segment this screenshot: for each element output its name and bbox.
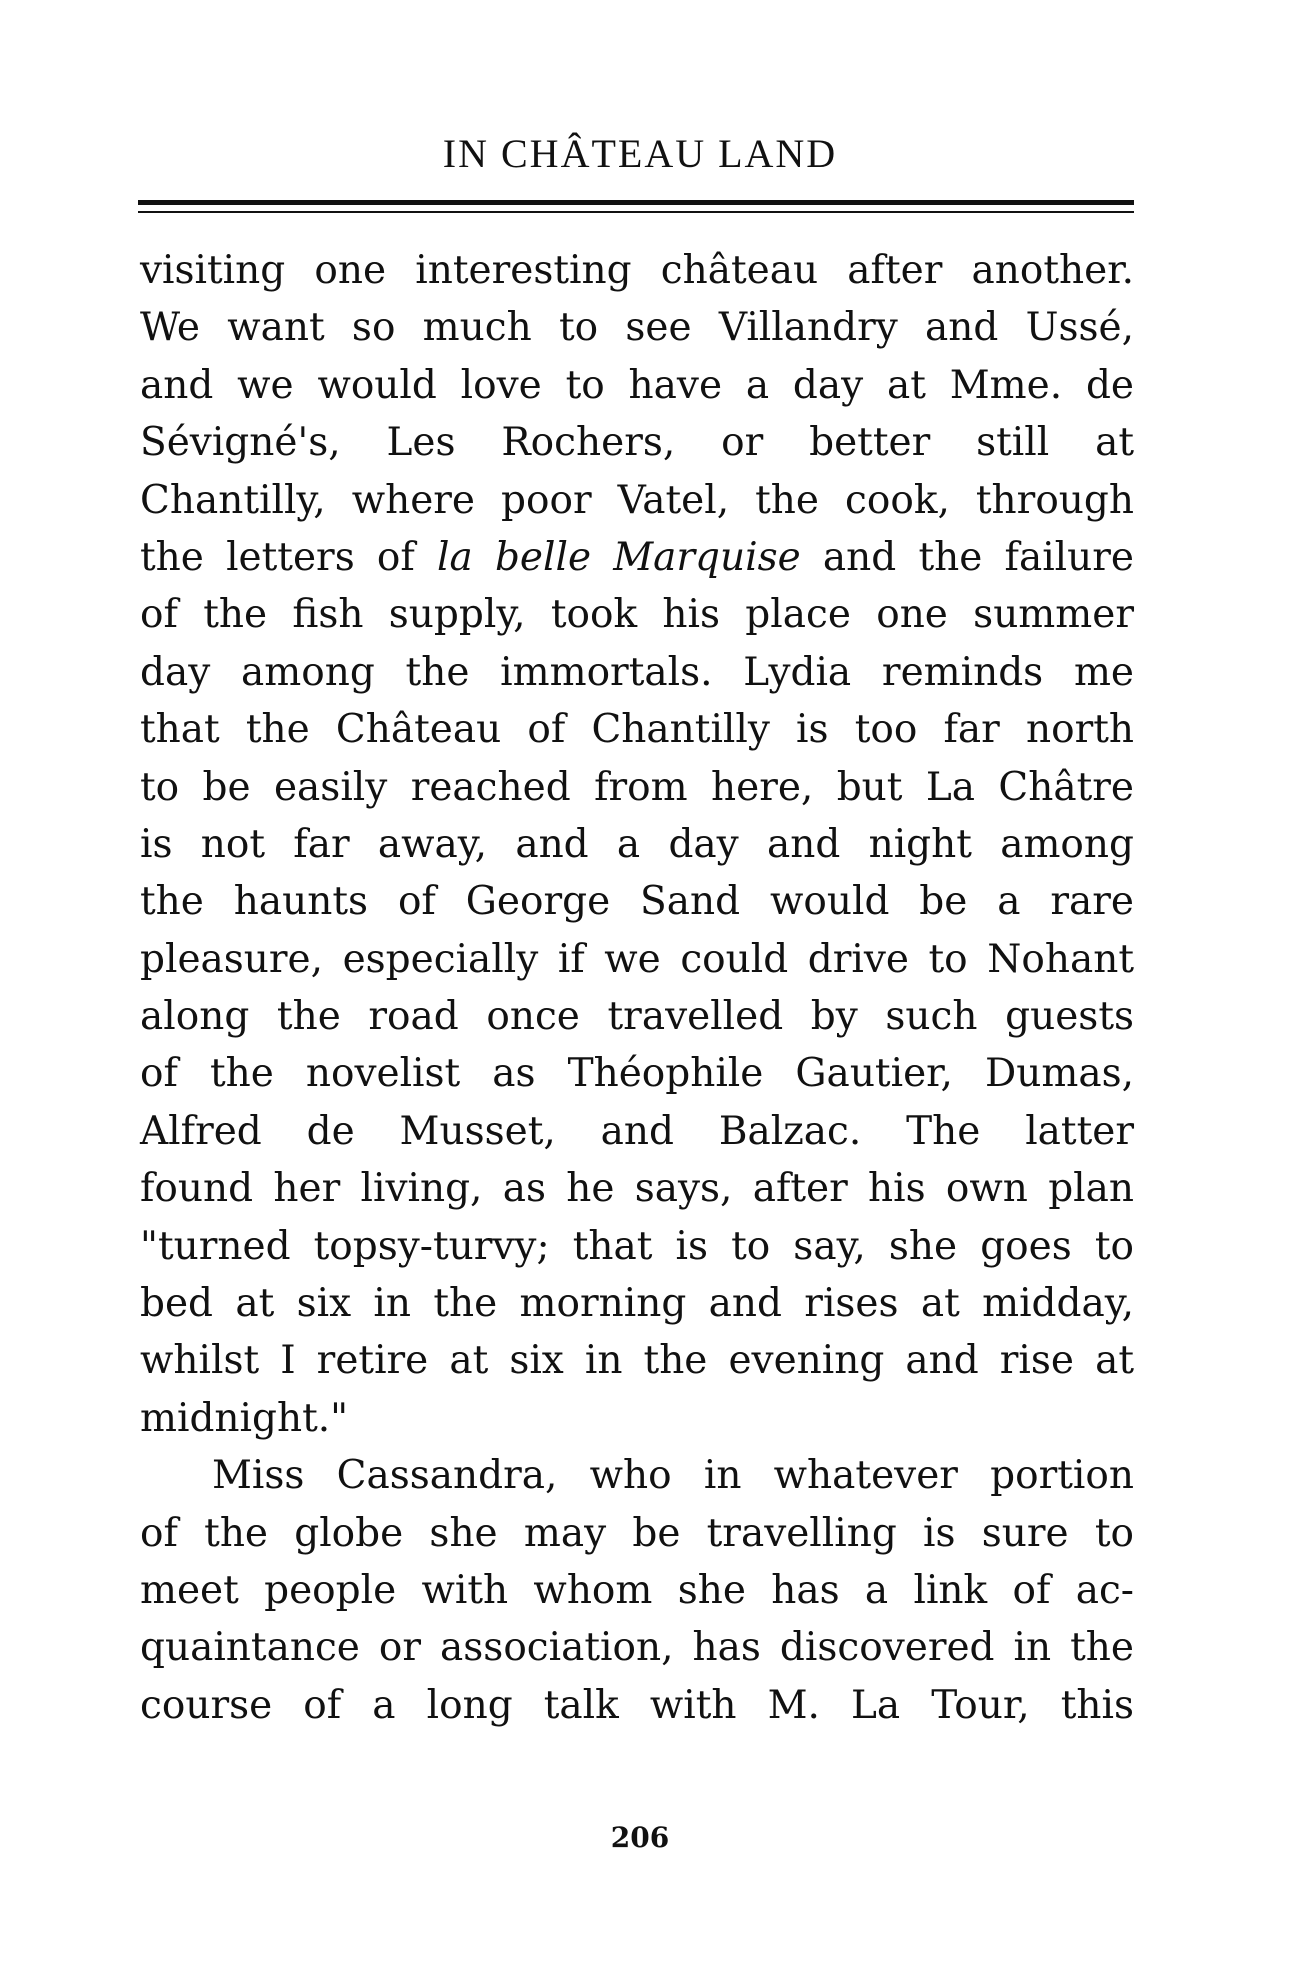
text-line: Sévigné's, Les Rochers, or better still at (140, 420, 1134, 466)
text-line: day among the immortals. Lydia reminds me (140, 649, 1134, 695)
header-rule-thin (138, 211, 1134, 213)
text-line: is not far away, and a day and night among (140, 821, 1134, 867)
text-line: visiting one interesting château after another. (140, 248, 1134, 293)
italic-phrase: la belle Marquise (437, 534, 801, 580)
running-title: IN CHÂTEAU LAND (442, 131, 838, 176)
text-line: the haunts of George Sand would be a rare (140, 879, 1134, 925)
text-line: pleasure, especially if we could drive to Nohant (140, 936, 1134, 982)
text-line: bed at six in the morning and rises at midday, (140, 1281, 1134, 1327)
text-line: the letters of la belle Marquise and the failure (140, 534, 1134, 580)
text-line: course of a long talk with M. La Tour, this (140, 1682, 1134, 1728)
text-line: found her living, as he says, after his own plan (140, 1166, 1134, 1212)
text-line: whilst I retire at six in the evening and rise at (140, 1338, 1134, 1384)
text-line: along the road once travelled by such guests (140, 994, 1134, 1040)
paragraph-start-line: Miss Cassandra, who in whatever portion (212, 1453, 1134, 1499)
text-line: Chantilly, where poor Vatel, the cook, through (140, 477, 1134, 523)
text-line: of the globe she may be travelling is sure to (140, 1510, 1134, 1556)
text-line: Alfred de Musset, and Balzac. The latter (140, 1108, 1134, 1154)
text-line: "turned topsy-turvy; that is to say, she goes to (140, 1223, 1134, 1269)
text-line: meet people with whom she has a link of ac- (140, 1567, 1134, 1613)
text-line: of the fish supply, took his place one summer (140, 592, 1134, 638)
text-line: quaintance or association, has discovered in the (140, 1625, 1134, 1671)
text-line: We want so much to see Villandry and Ussé, (140, 305, 1134, 351)
page-number: 206 (610, 1821, 670, 1854)
text-line: and we would love to have a day at Mme. de (140, 362, 1134, 408)
text-line: that the Château of Chantilly is too far north (140, 707, 1134, 753)
header-rule-thick (138, 200, 1134, 205)
text-line: of the novelist as Théophile Gautier, Dumas, (140, 1051, 1134, 1097)
text-line: to be easily reached from here, but La Châtre (140, 764, 1134, 810)
body-text (140, 242, 1134, 1734)
paragraph-end-line: midnight." (140, 1395, 349, 1441)
